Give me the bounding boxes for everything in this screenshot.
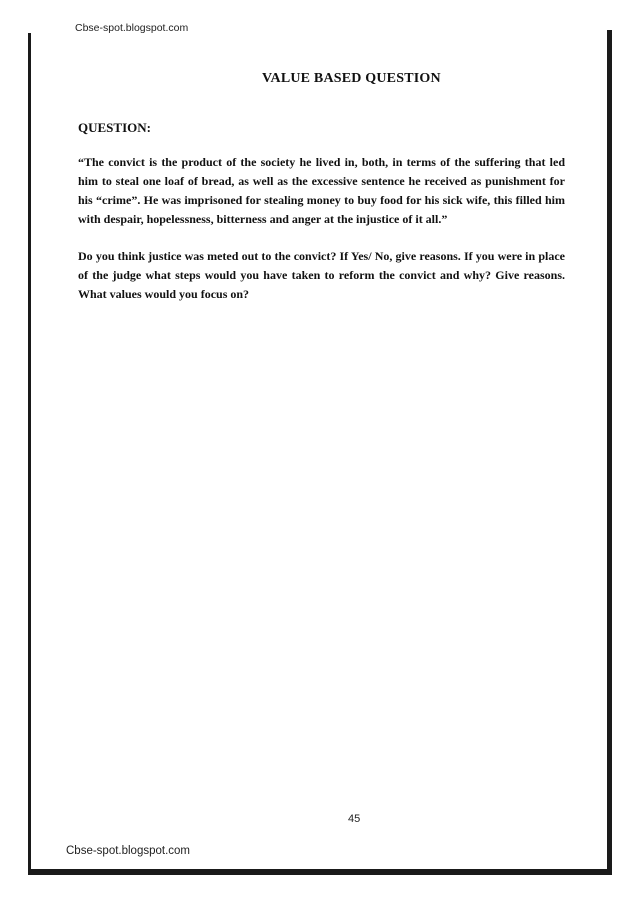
footer-site-text: Cbse-spot.blogspot.com [66,845,191,857]
question-prompt-paragraph: Do you think justice was meted out to the convict? If Yes/ No, give reasons. If you were in place of the judge what steps would you have taken to reform the convict and why? Give reasons. What values would you focus on? [78,249,565,301]
header-site-text: Cbse-spot.blogspot.com [75,22,189,34]
question-label: QUESTION: [78,120,151,135]
question-quote-paragraph: “The convict is the product of the society he lived in, both, in terms of the suffering that led him to steal one loaf of bread, as well as the excessive sentence he received as punishment for his “crime”. He was imprisoned for stealing money to buy food for his sick wife, this filled him with despair, hopelessness, bitterness and anger at the injustice of it all.” [78,155,565,226]
page-border-left [28,33,31,871]
page-title: VALUE BASED QUESTION [262,71,441,86]
page-border-right [607,30,612,875]
page-border-bottom [28,869,612,875]
page-number: 45 [348,813,361,825]
